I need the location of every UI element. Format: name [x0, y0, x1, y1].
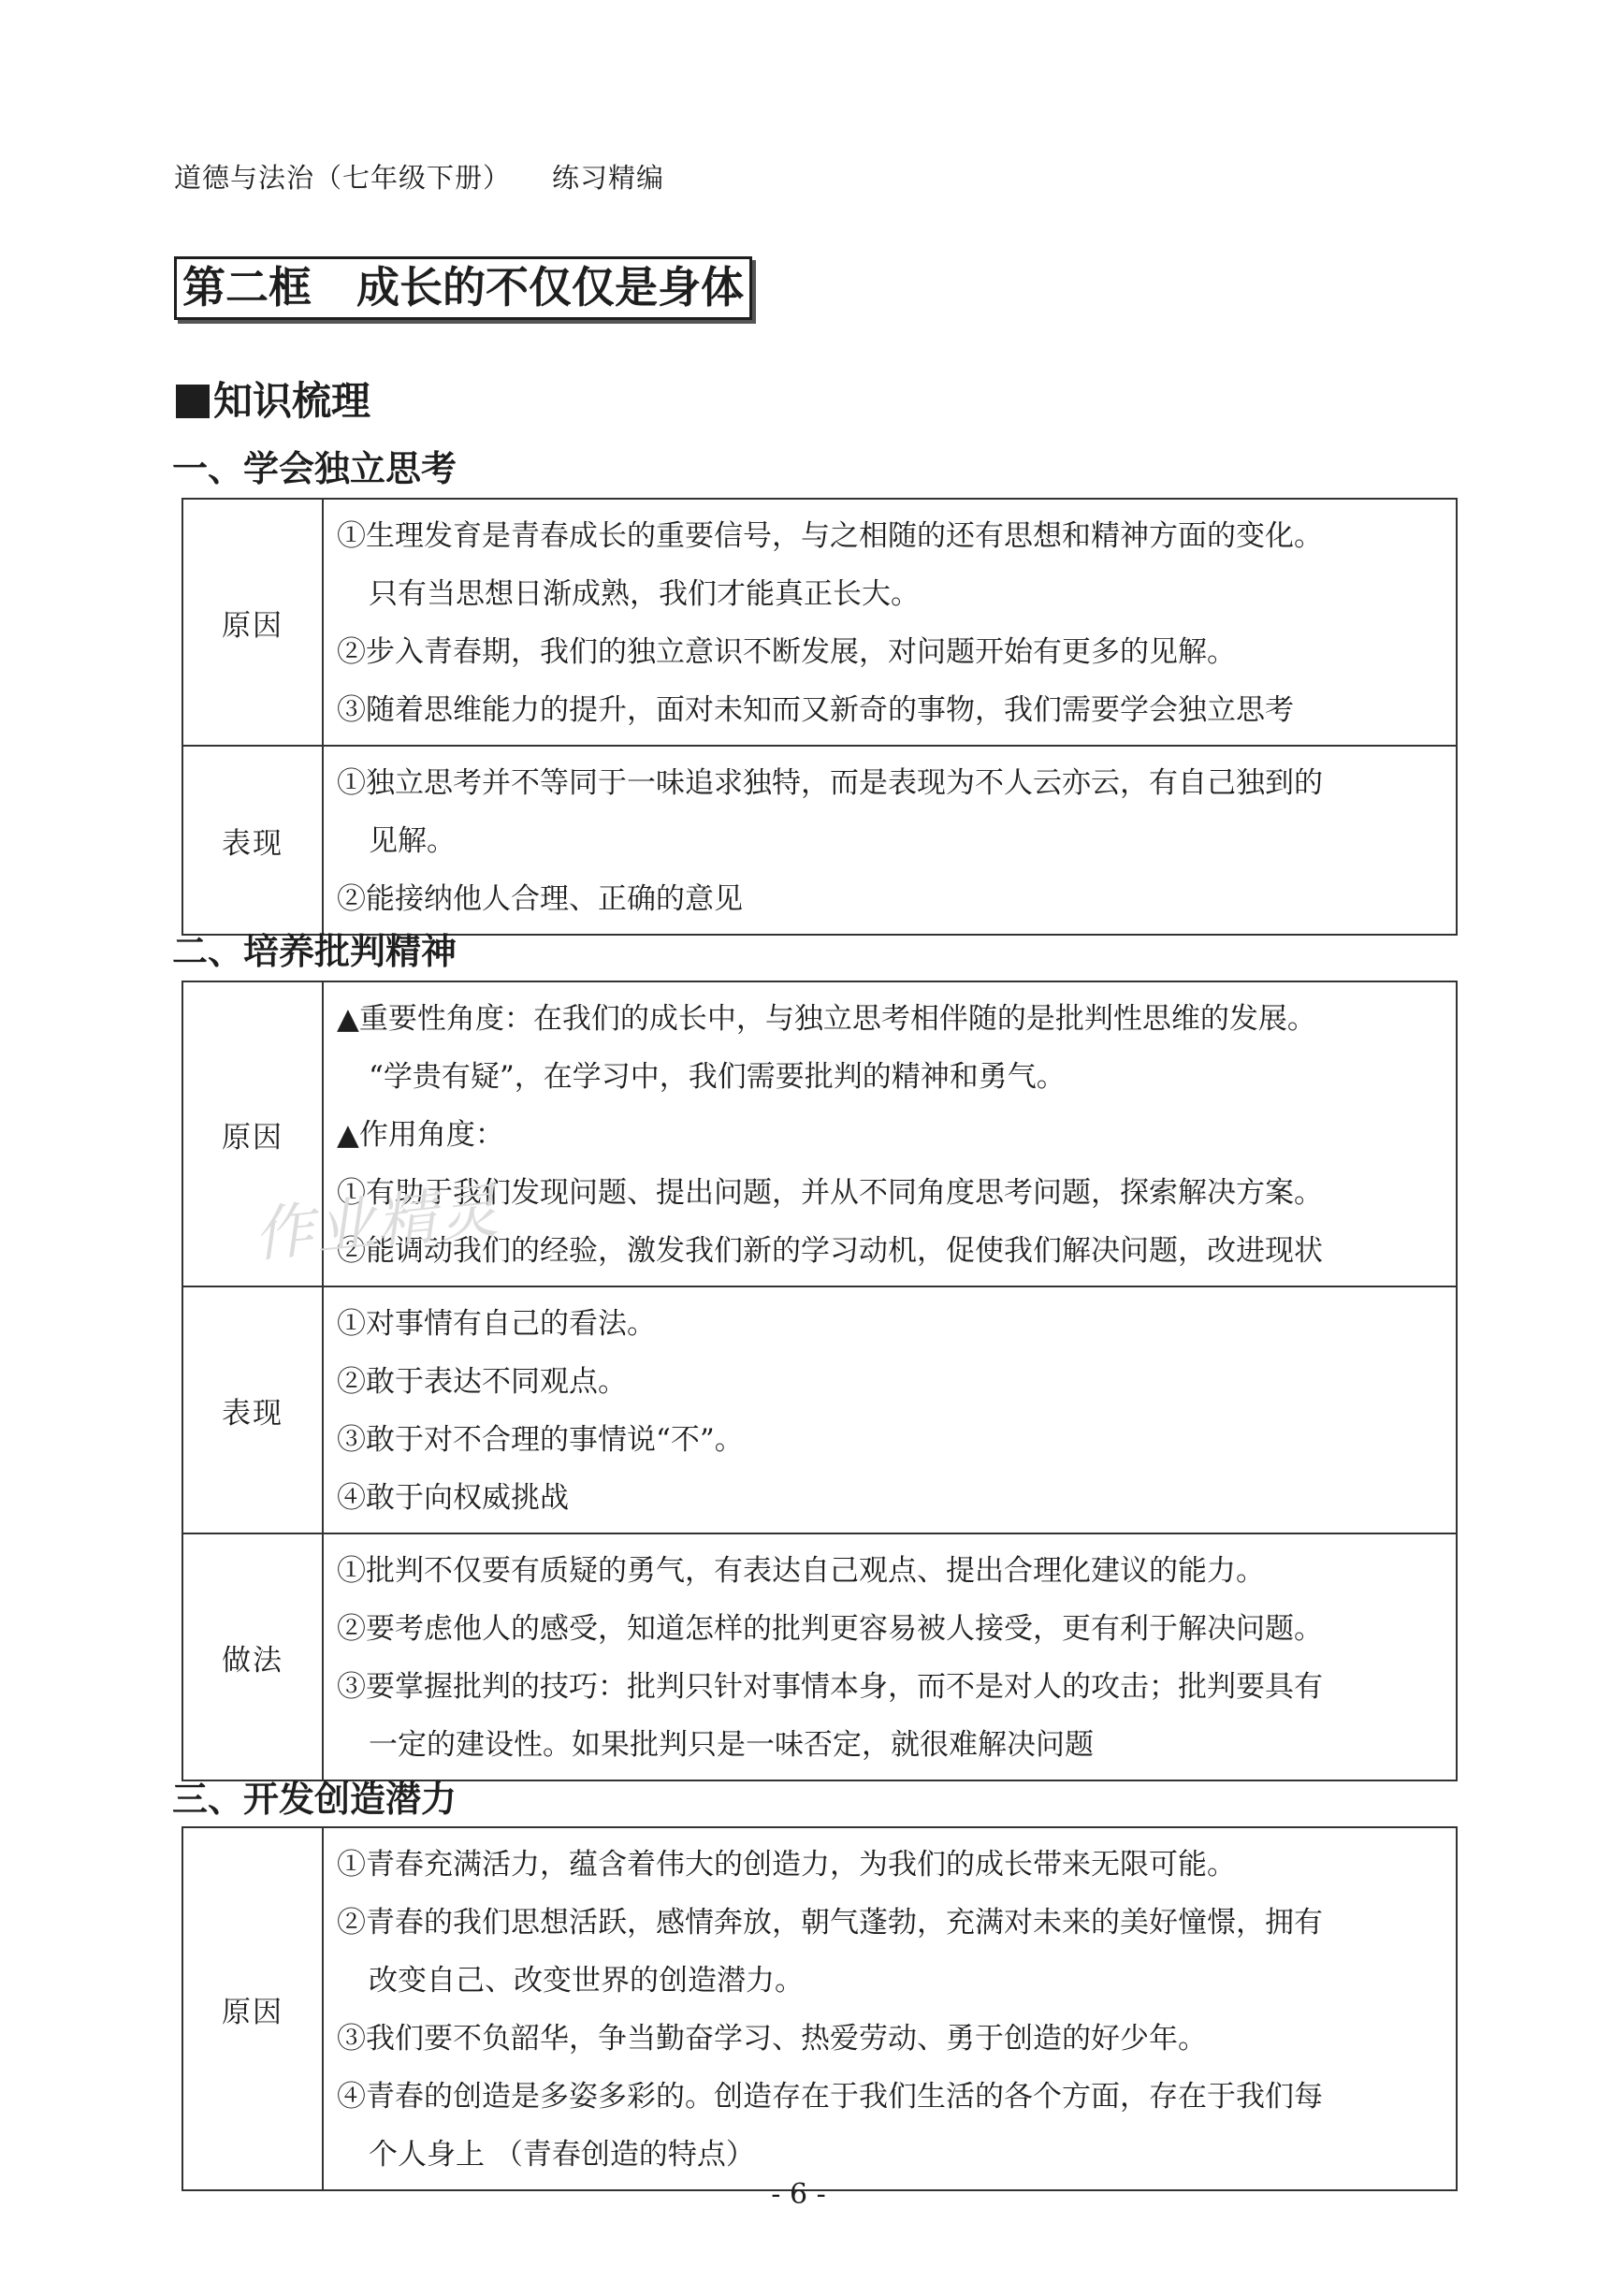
content-line: ①批判不仅要有质疑的勇气，有表达自己观点、提出合理化建议的能力。: [337, 1554, 1265, 1588]
page-number: - 6 -: [771, 2178, 826, 2211]
subsection-heading-2: 二、培养批判精神: [172, 930, 457, 972]
content-line: 个人身上 （青春创造的特点）: [369, 2138, 755, 2172]
content-line: ②能调动我们的经验，激发我们新的学习动机，促使我们解决问题，改进现状: [337, 1234, 1323, 1268]
content-line: “学贵有疑”，在学习中，我们需要批判的精神和勇气。: [369, 1060, 1066, 1094]
watermark: 作业精灵: [250, 1176, 503, 1272]
content-line: ②能接纳他人合理、正确的意见: [337, 882, 743, 916]
content-line: ③随着思维能力的提升，面对未知而又新奇的事物，我们需要学会独立思考: [337, 693, 1294, 727]
row-label: 原因: [182, 981, 323, 1286]
content-line: ①对事情有自己的看法。: [337, 1307, 656, 1341]
content-line: ④青春的创造是多姿多彩的。创造存在于我们生活的各个方面，存在于我们每: [337, 2080, 1323, 2114]
table-row: [182, 499, 1457, 746]
row-content: [323, 1827, 1457, 2190]
knowledge-table-1: [181, 498, 1458, 936]
table-row: [182, 746, 1457, 935]
row-label: 原因: [182, 1827, 323, 2190]
row-content: [323, 1533, 1457, 1780]
row-label: 原因: [182, 499, 323, 746]
content-line: ③敢于对不合理的事情说“不”。: [337, 1423, 744, 1457]
content-line: 见解。: [369, 824, 456, 858]
content-line: ▲重要性角度：在我们的成长中，与独立思考相伴随的是批判性思维的发展。: [337, 1002, 1316, 1036]
table-row: [182, 1533, 1457, 1780]
content-line: ①青春充满活力，蕴含着伟大的创造力，为我们的成长带来无限可能。: [337, 1848, 1236, 1882]
subsection-heading-1: 一、学会独立思考: [172, 447, 457, 489]
section-heading: [176, 378, 370, 425]
content-line: ②要考虑他人的感受，知道怎样的批判更容易被人接受，更有利于解决问题。: [337, 1612, 1323, 1646]
content-line: ④敢于向权威挑战: [337, 1481, 569, 1515]
row-content: [323, 746, 1457, 935]
lesson-part: 第二框: [182, 262, 312, 312]
row-content: [323, 1286, 1457, 1533]
content-line: ③要掌握批判的技巧：批判只针对事情本身，而不是对人的攻击；批判要具有: [337, 1670, 1323, 1704]
row-label: 表现: [182, 1286, 323, 1533]
content-line: 改变自己、改变世界的创造潜力。: [369, 1964, 804, 1998]
square-bullet-icon: [176, 385, 210, 418]
table-row: [182, 1827, 1457, 2190]
content-line: ①独立思考并不等同于一味追求独特，而是表现为不人云亦云，有自己独到的: [337, 766, 1323, 800]
content-line: ②青春的我们思想活跃，感情奔放，朝气蓬勃，充满对未来的美好憧憬，拥有: [337, 1906, 1323, 1940]
knowledge-table-2: [181, 981, 1458, 1781]
section-heading-text: 知识梳理: [213, 378, 371, 424]
row-content: [323, 499, 1457, 746]
content-line: ▲作用角度：: [337, 1118, 504, 1152]
content-line: 一定的建设性。如果批判只是一味否定，就很难解决问题: [369, 1728, 1094, 1762]
content-line: ①有助于我们发现问题、提出问题，并从不同角度思考问题，探索解决方案。: [337, 1176, 1323, 1210]
content-line: ①生理发育是青春成长的重要信号，与之相随的还有思想和精神方面的变化。: [337, 519, 1323, 553]
row-label: 表现: [182, 746, 323, 935]
book-subtitle: 练习精编: [552, 162, 665, 194]
content-line: 只有当思想日渐成熟，我们才能真正长大。: [369, 577, 920, 611]
row-label: 做法: [182, 1533, 323, 1780]
running-header: [174, 157, 664, 196]
knowledge-table-3: [181, 1826, 1458, 2191]
subsection-heading-3: 三、开发创造潜力: [172, 1778, 457, 1820]
book-title: 道德与法治（七年级下册）: [174, 162, 512, 194]
lesson-title: [174, 256, 752, 320]
content-line: ②敢于表达不同观点。: [337, 1365, 627, 1399]
lesson-name: 成长的不仅仅是身体: [356, 262, 744, 312]
content-line: ③我们要不负韶华，争当勤奋学习、热爱劳动、勇于创造的好少年。: [337, 2022, 1207, 2056]
content-line: ②步入青春期，我们的独立意识不断发展，对问题开始有更多的见解。: [337, 635, 1236, 669]
table-row: [182, 1286, 1457, 1533]
